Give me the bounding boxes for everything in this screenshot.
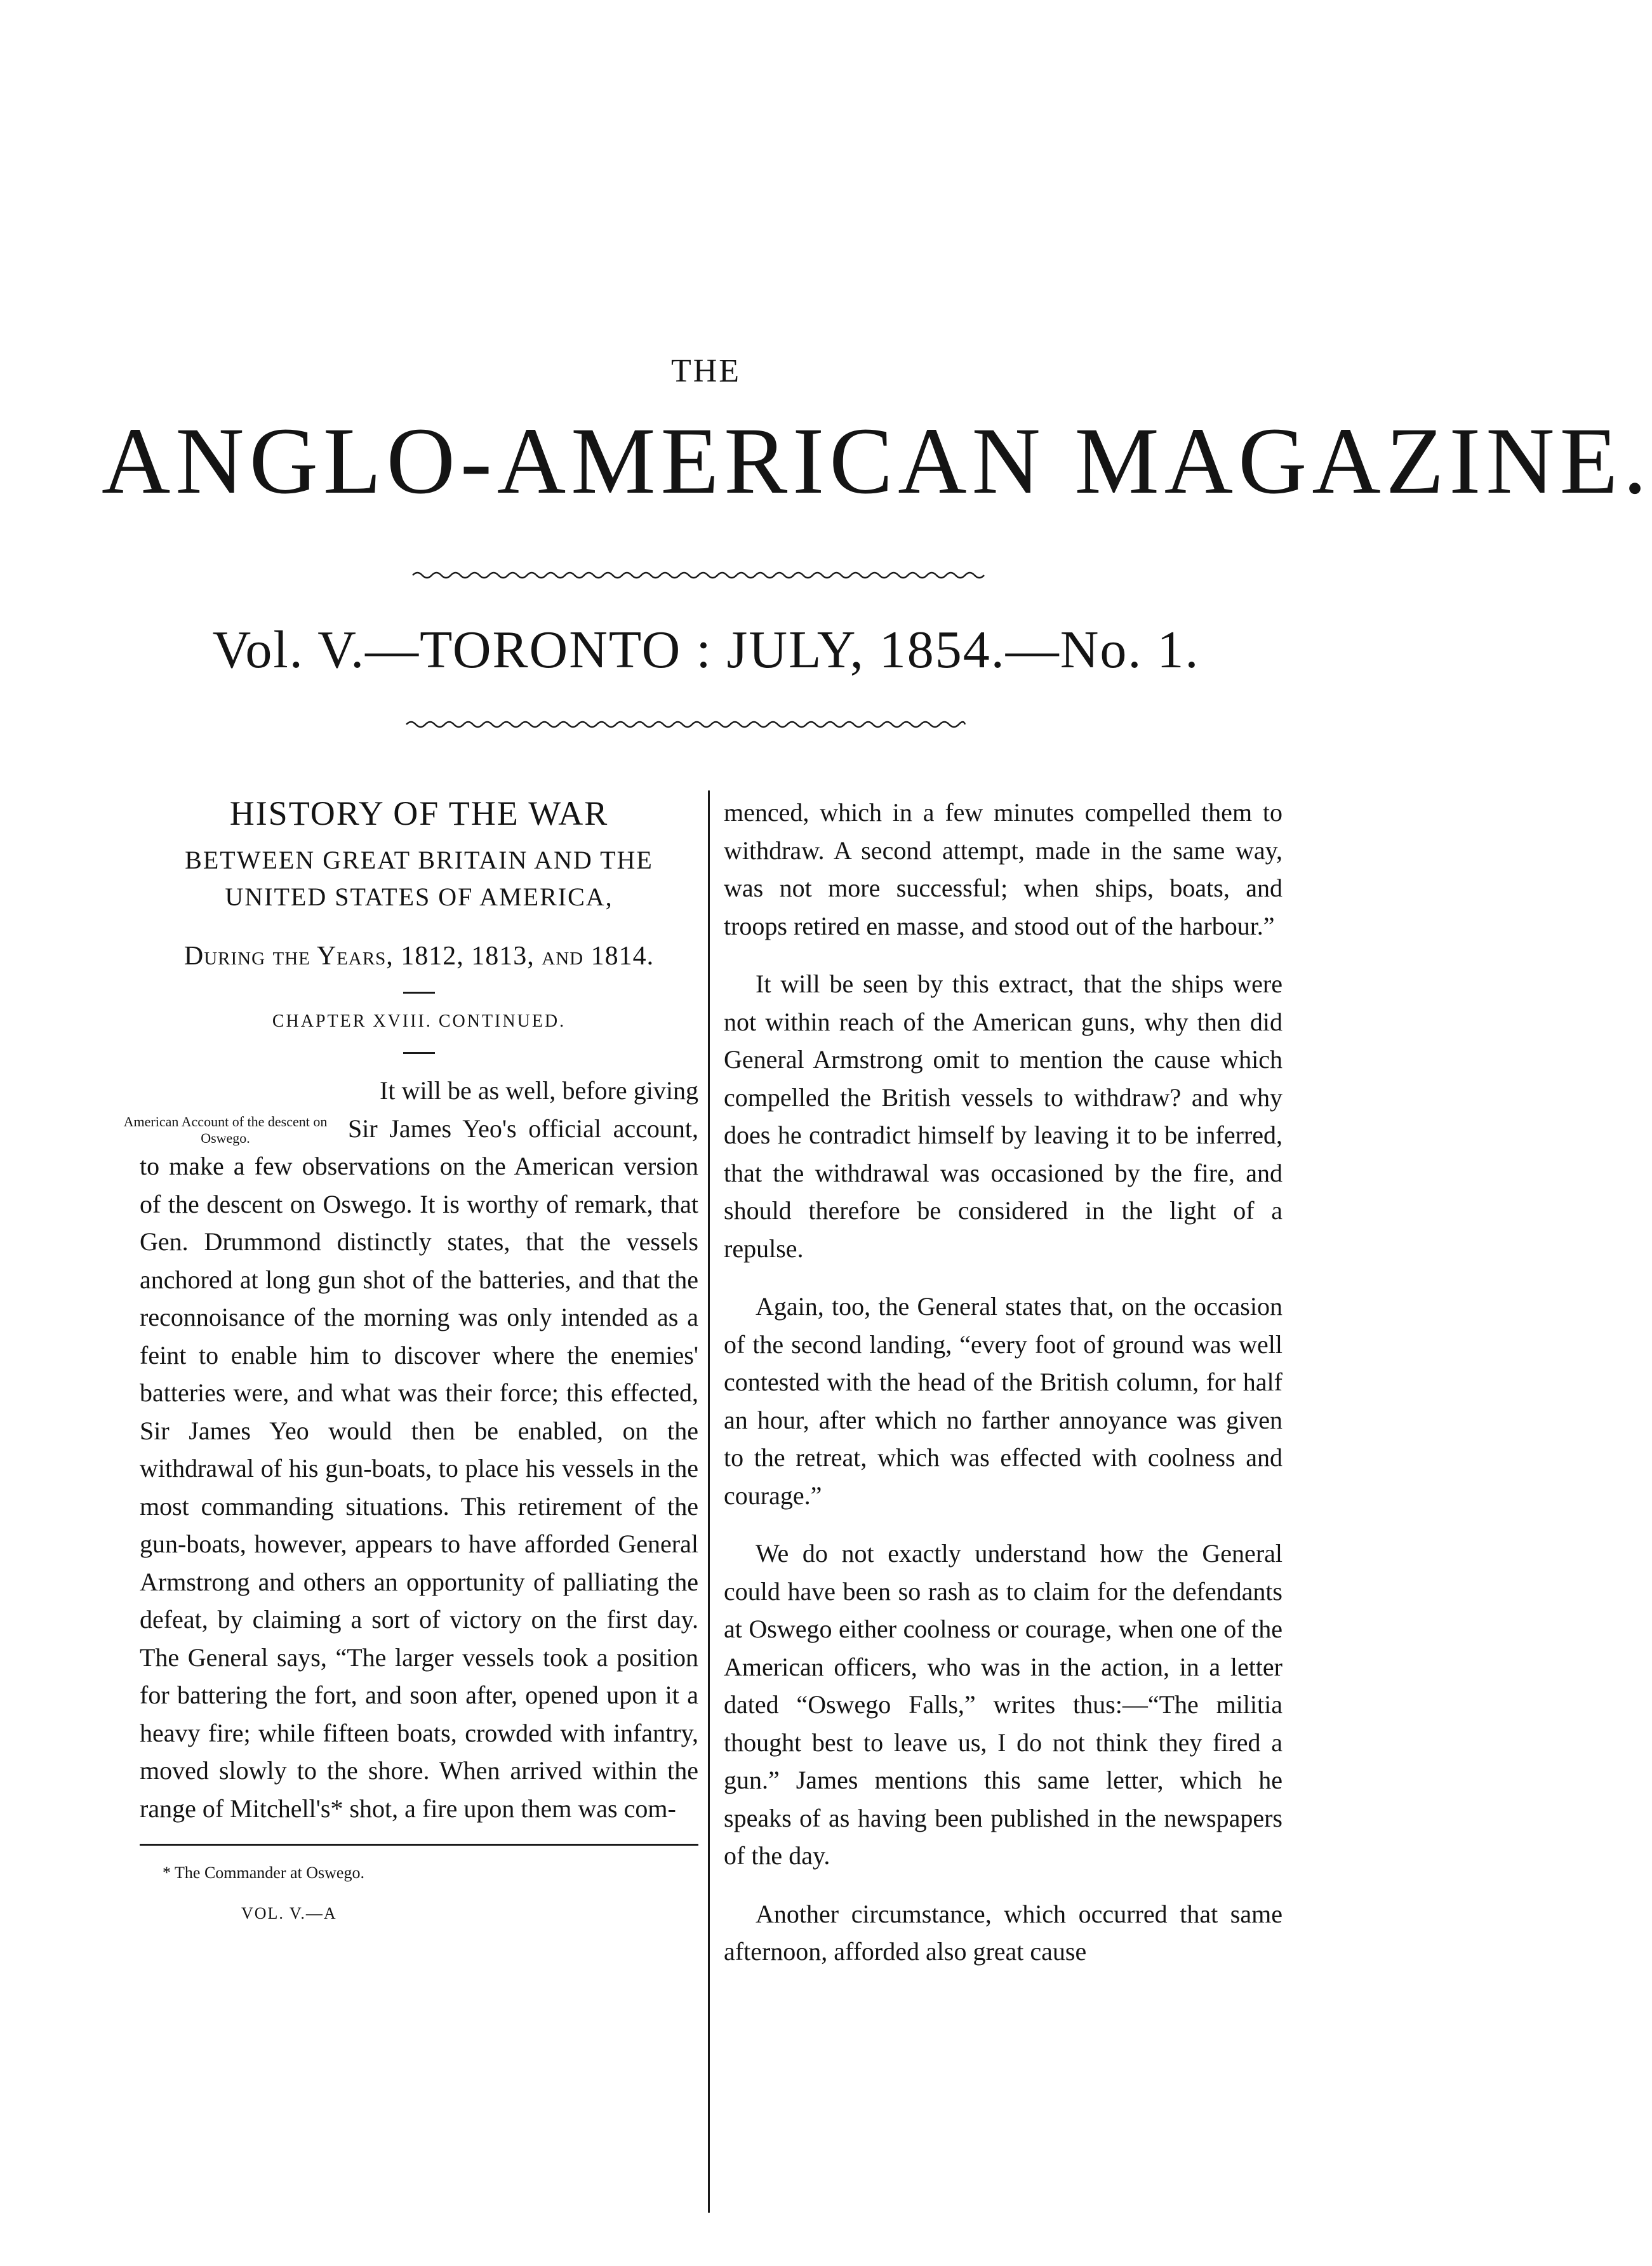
article-subtitle-2: UNITED STATES OF AMERICA, xyxy=(225,883,613,911)
left-paragraph-1: It will be as well, before giving Sir James Yeo's official account, to make a few observations on the American version of the descent on Oswego. It is worthy of remark, that Gen. Drummond distinctly states, that the vessels anchored at long gun shot of the batteries, and that the reconnoisance of the morning was only intended as a feint to enable him to discover where the enemies' batteries were, and what was their force; this effected, Sir James Yeo would then be enabled, on the withdrawal of his gun-boats, to place his vessels in the most commanding situations. This retirement of the gun-boats, however, appears to have afforded General Armstrong and others an opportunity of palliating the defeat, by claiming a sort of victory on the first day. The General says, “The larger vessels took a position for battering the fort, and soon after, opened upon it a heavy fire; while fifteen boats, crowded with infantry, moved slowly to the shore. When arrived within the range of Mitchell's* shot, a fire upon them was com- xyxy=(140,1076,698,1823)
left-column xyxy=(123,794,698,1923)
footnote: * The Commander at Oswego. xyxy=(163,1863,364,1882)
magazine-title: ANGLO-AMERICAN MAGAZINE. xyxy=(102,408,1652,514)
right-paragraph-4: We do not exactly understand how the General could have been so rash as to claim for the defendants at Oswego either coolness or courage, when one of the American officers, who was in the action, in a letter dated “Oswego Falls,” writes thus:—“The militia thought best to leave us, I do not think they fired a gun.” James mentions this same letter, which he speaks of as having been published in the newspapers of the day. xyxy=(724,1539,1282,1870)
signature-mark: VOL. V.—A xyxy=(241,1904,337,1923)
article-title: HISTORY OF THE WAR xyxy=(229,794,609,832)
heading-dash-1 xyxy=(403,992,435,994)
ornamental-rule-top xyxy=(413,568,984,582)
masthead-the: THE xyxy=(670,353,742,389)
volume-line: Vol. V.—TORONTO : JULY, 1854.—No. 1. xyxy=(212,620,1200,679)
column-divider xyxy=(708,790,710,2213)
ornamental-rule-bottom xyxy=(406,717,965,731)
right-paragraph-1: menced, which in a few minutes compelled them to withdraw. A second attempt, made in the same way, was not more successful; when ships, boats, and troops retired en masse, and stood out of the harbour.” xyxy=(724,798,1282,940)
article-heading xyxy=(140,794,698,1054)
margin-note: American Account of the descent on Oswego. xyxy=(123,1114,328,1146)
article-years: During the Years, 1812, 1813, and 1814. xyxy=(183,942,655,971)
right-paragraph-3: Again, too, the General states that, on the occasion of the second landing, “every foot of ground was well contested with the head of the British column, for half an hour, after which no farther annoyance was given to the retreat, which was effected with coolness and courage.” xyxy=(724,1292,1282,1510)
right-column xyxy=(724,794,1282,1971)
chapter-label: CHAPTER XVIII. CONTINUED. xyxy=(272,1011,566,1031)
right-paragraph-5: Another circumstance, which occurred that same afternoon, afforded also great cause xyxy=(724,1899,1282,1966)
right-paragraph-2: It will be seen by this extract, that the ships were not within reach of the American guns, why then did General Armstrong omit to mention the cause which compelled the British vessels to withdraw? and why does he contradict himself by leaving it to be inferred, that the withdrawal was occasioned by the fire, and should therefore be considered in the light of a repulse. xyxy=(724,970,1282,1263)
footnote-rule xyxy=(140,1844,698,1846)
heading-dash-2 xyxy=(403,1052,435,1054)
left-body xyxy=(123,1072,698,1827)
article-subtitle-1: BETWEEN GREAT BRITAIN AND THE xyxy=(185,846,653,874)
